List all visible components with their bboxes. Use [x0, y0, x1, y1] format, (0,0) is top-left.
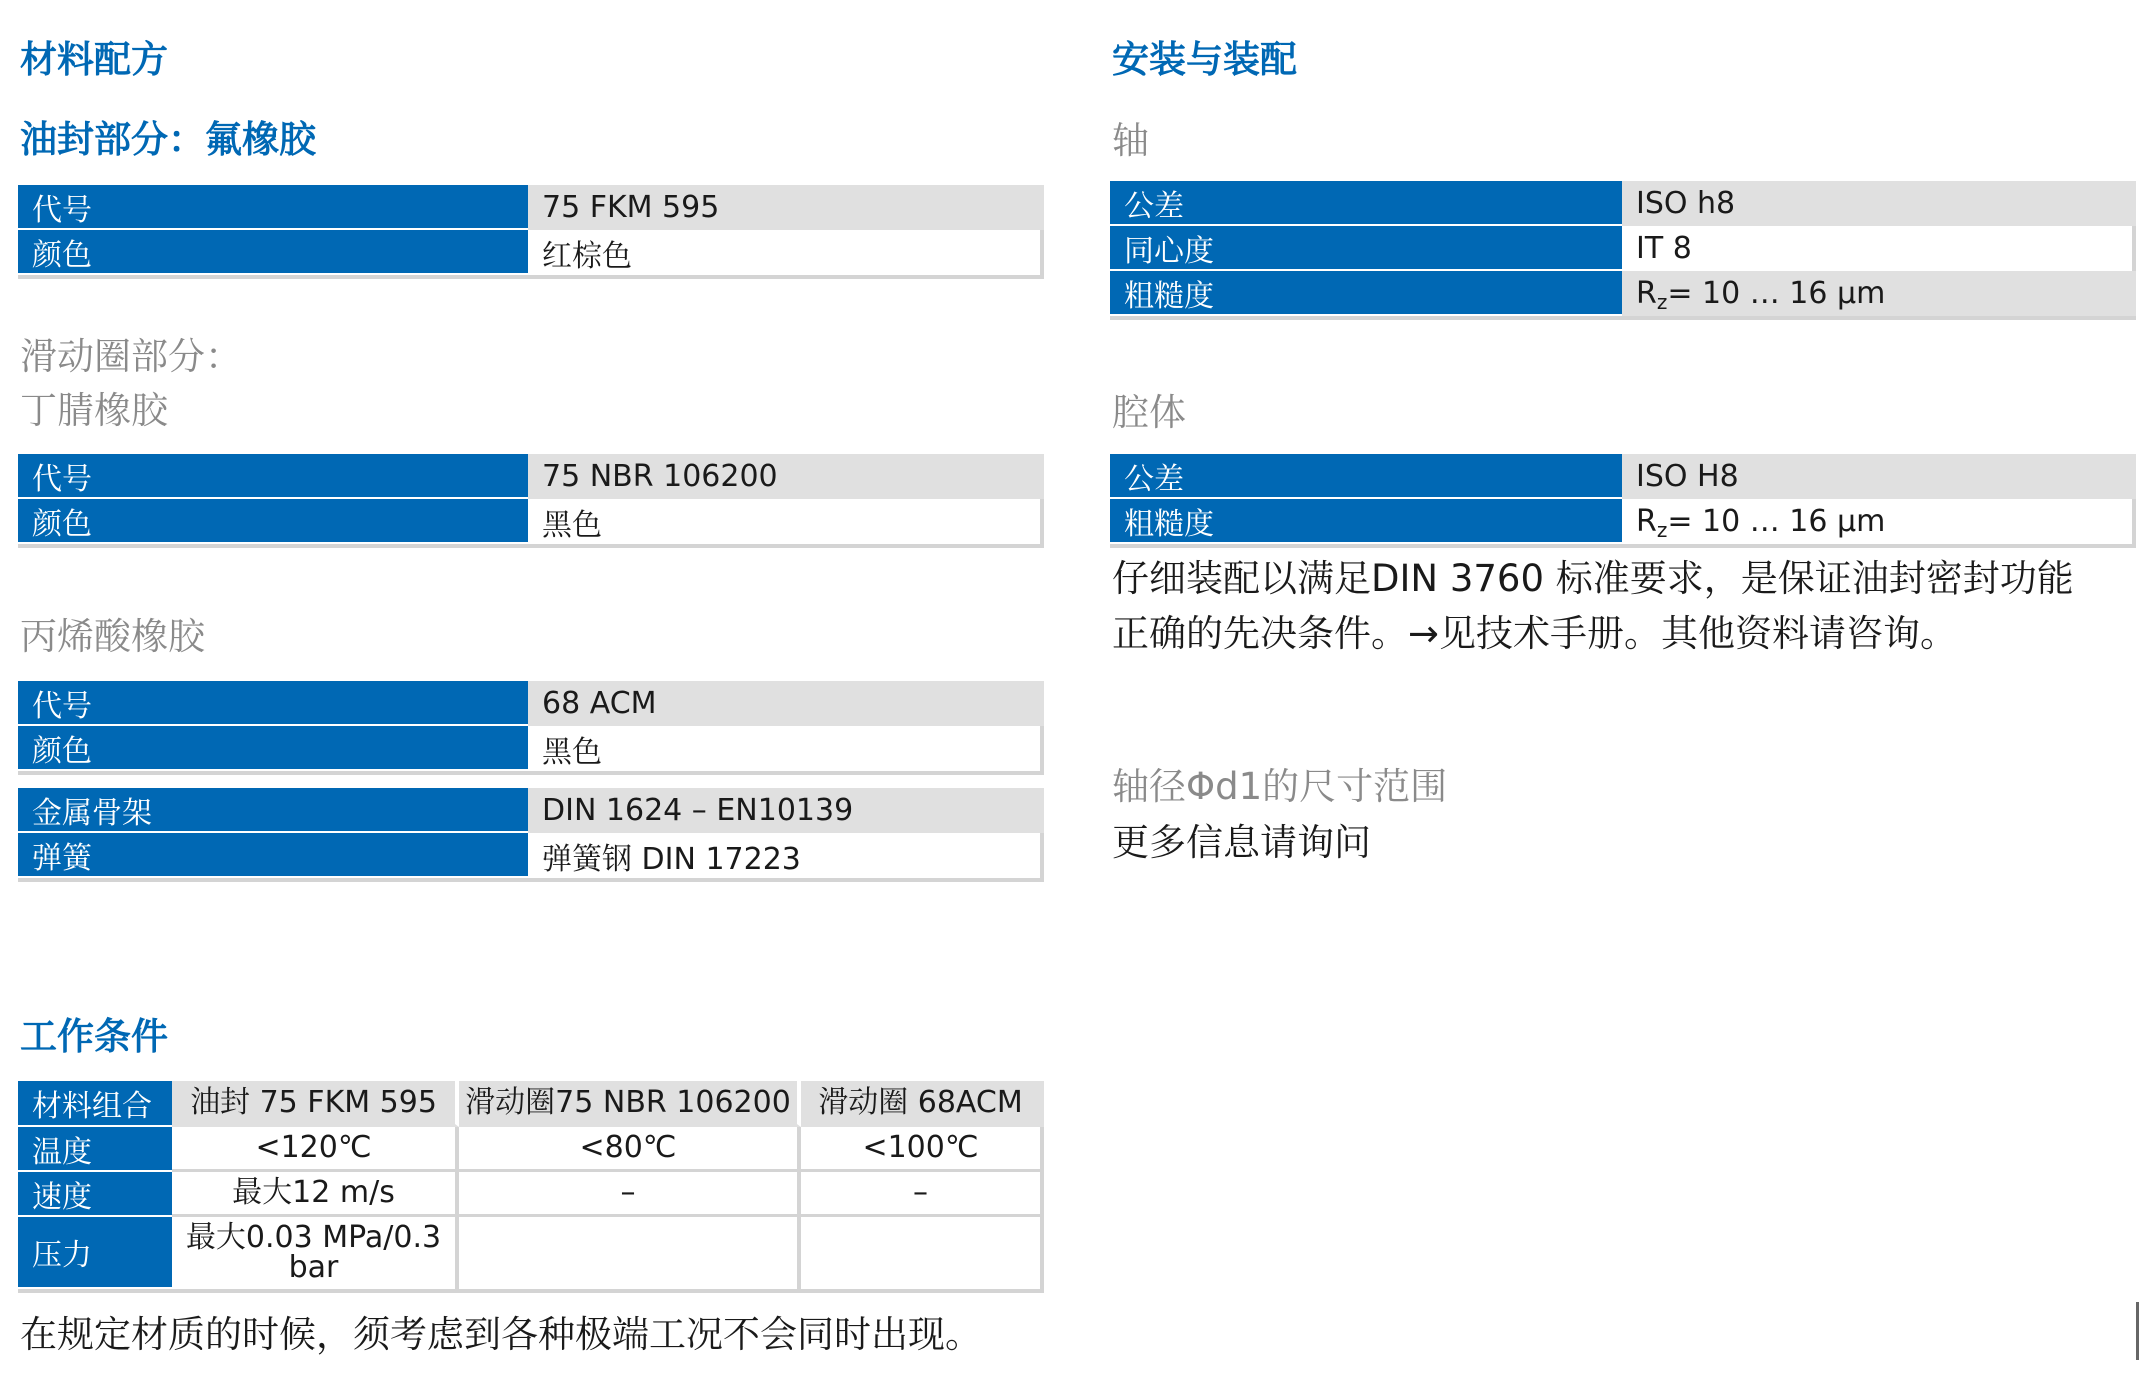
row-label: 压力	[18, 1217, 172, 1289]
shaft-table	[1110, 181, 2136, 320]
row-label: 公差	[1110, 181, 1622, 226]
column-header: 滑动圈75 NBR 106200	[459, 1081, 801, 1127]
slide-ring-heading-line1: 滑动圈部分：	[20, 335, 242, 378]
section-title-material: 材料配方	[20, 38, 168, 81]
roughness-symbol: R	[1636, 504, 1657, 539]
housing-table	[1110, 454, 2136, 548]
row-value: 75 FKM 595	[528, 185, 1044, 230]
table-row	[18, 499, 1044, 544]
table-cell: <120℃	[172, 1127, 459, 1172]
acrylic-table	[18, 681, 1044, 775]
oil-seal-heading: 油封部分：氟橡胶	[20, 118, 316, 161]
row-label: 金属骨架	[18, 788, 528, 833]
table-row	[18, 1127, 1044, 1172]
slide-ring-heading-line2: 丁腈橡胶	[20, 389, 168, 432]
table-row	[1110, 271, 2136, 316]
table-row	[18, 788, 1044, 833]
roughness-range: = 10 … 16 μm	[1667, 504, 1886, 539]
row-value: 68 ACM	[528, 681, 1044, 726]
row-value: 红棕色	[528, 230, 1044, 275]
table-cell: 最大12 m/s	[172, 1172, 459, 1217]
row-label: 公差	[1110, 454, 1622, 499]
working-conditions-note: 在规定材质的时候，须考虑到各种极端工况不会同时出现。	[20, 1313, 982, 1356]
table-row	[18, 454, 1044, 499]
row-label: 粗糙度	[1110, 271, 1622, 316]
roughness-subscript: z	[1656, 517, 1668, 542]
row-label: 同心度	[1110, 226, 1622, 271]
table-row	[18, 185, 1044, 230]
row-label: 速度	[18, 1172, 172, 1217]
table-cell: <100℃	[801, 1127, 1044, 1172]
row-value: ISO H8	[1622, 454, 2136, 499]
table-row	[18, 681, 1044, 726]
row-label: 弹簧	[18, 833, 528, 878]
assembly-paragraph-line1: 仔细装配以满足DIN 3760 标准要求，是保证油封密封功能	[1112, 557, 2074, 600]
row-label: 代号	[18, 454, 528, 499]
working-conditions-table	[18, 1081, 1044, 1293]
table-row	[18, 833, 1044, 878]
column-header: 油封 75 FKM 595	[172, 1081, 459, 1127]
table-row	[1110, 226, 2136, 271]
table-cell: –	[801, 1172, 1044, 1217]
table-cell: 最大0.03 MPa/0.3 bar	[172, 1217, 459, 1289]
table-row	[1110, 499, 2136, 548]
row-label: 代号	[18, 185, 528, 230]
row-value: 黑色	[528, 499, 1044, 544]
table-header-row	[18, 1081, 1044, 1127]
shaft-range-text: 更多信息请询问	[1112, 821, 1371, 864]
table-row	[1110, 454, 2136, 499]
column-header: 滑动圈 68ACM	[801, 1081, 1044, 1127]
row-value: ISO h8	[1622, 181, 2136, 226]
row-label: 代号	[18, 681, 528, 726]
shaft-heading: 轴	[1112, 119, 1149, 162]
row-label: 颜色	[18, 230, 528, 275]
roughness-range: = 10 … 16 μm	[1667, 276, 1886, 311]
roughness-symbol: R	[1636, 276, 1657, 311]
oil-seal-table	[18, 185, 1044, 279]
section-title-installation: 安装与装配	[1112, 38, 1297, 81]
shaft-range-heading: 轴径Φd1的尺寸范围	[1112, 765, 1448, 808]
row-label: 温度	[18, 1127, 172, 1172]
row-value: 弹簧钢 DIN 17223	[528, 833, 1044, 878]
table-row	[1110, 181, 2136, 226]
roughness-value	[1622, 499, 2136, 544]
table-row	[18, 726, 1044, 771]
page-edge-marker	[2136, 1302, 2139, 1360]
slide-ring-table	[18, 454, 1044, 548]
roughness-subscript: z	[1656, 289, 1668, 314]
row-label: 颜色	[18, 726, 528, 771]
table-cell	[801, 1217, 1044, 1289]
row-value: 黑色	[528, 726, 1044, 771]
row-value: 75 NBR 106200	[528, 454, 1044, 499]
assembly-paragraph-line2: 正确的先决条件。→见技术手册。其他资料请咨询。	[1112, 612, 1958, 655]
row-label: 材料组合	[18, 1081, 172, 1127]
row-value: DIN 1624 – EN10139	[528, 788, 1044, 833]
section-title-working-conditions: 工作条件	[20, 1015, 168, 1058]
metal-spring-table	[18, 788, 1044, 882]
table-cell	[459, 1217, 801, 1289]
acrylic-heading: 丙烯酸橡胶	[20, 615, 205, 658]
row-value: IT 8	[1622, 226, 2136, 271]
table-cell: <80℃	[459, 1127, 801, 1172]
table-row	[18, 1217, 1044, 1289]
table-row	[18, 1172, 1044, 1217]
table-row	[18, 230, 1044, 275]
housing-heading: 腔体	[1112, 391, 1186, 434]
row-label: 粗糙度	[1110, 499, 1622, 544]
roughness-value	[1622, 271, 2136, 316]
table-cell: –	[459, 1172, 801, 1217]
row-label: 颜色	[18, 499, 528, 544]
